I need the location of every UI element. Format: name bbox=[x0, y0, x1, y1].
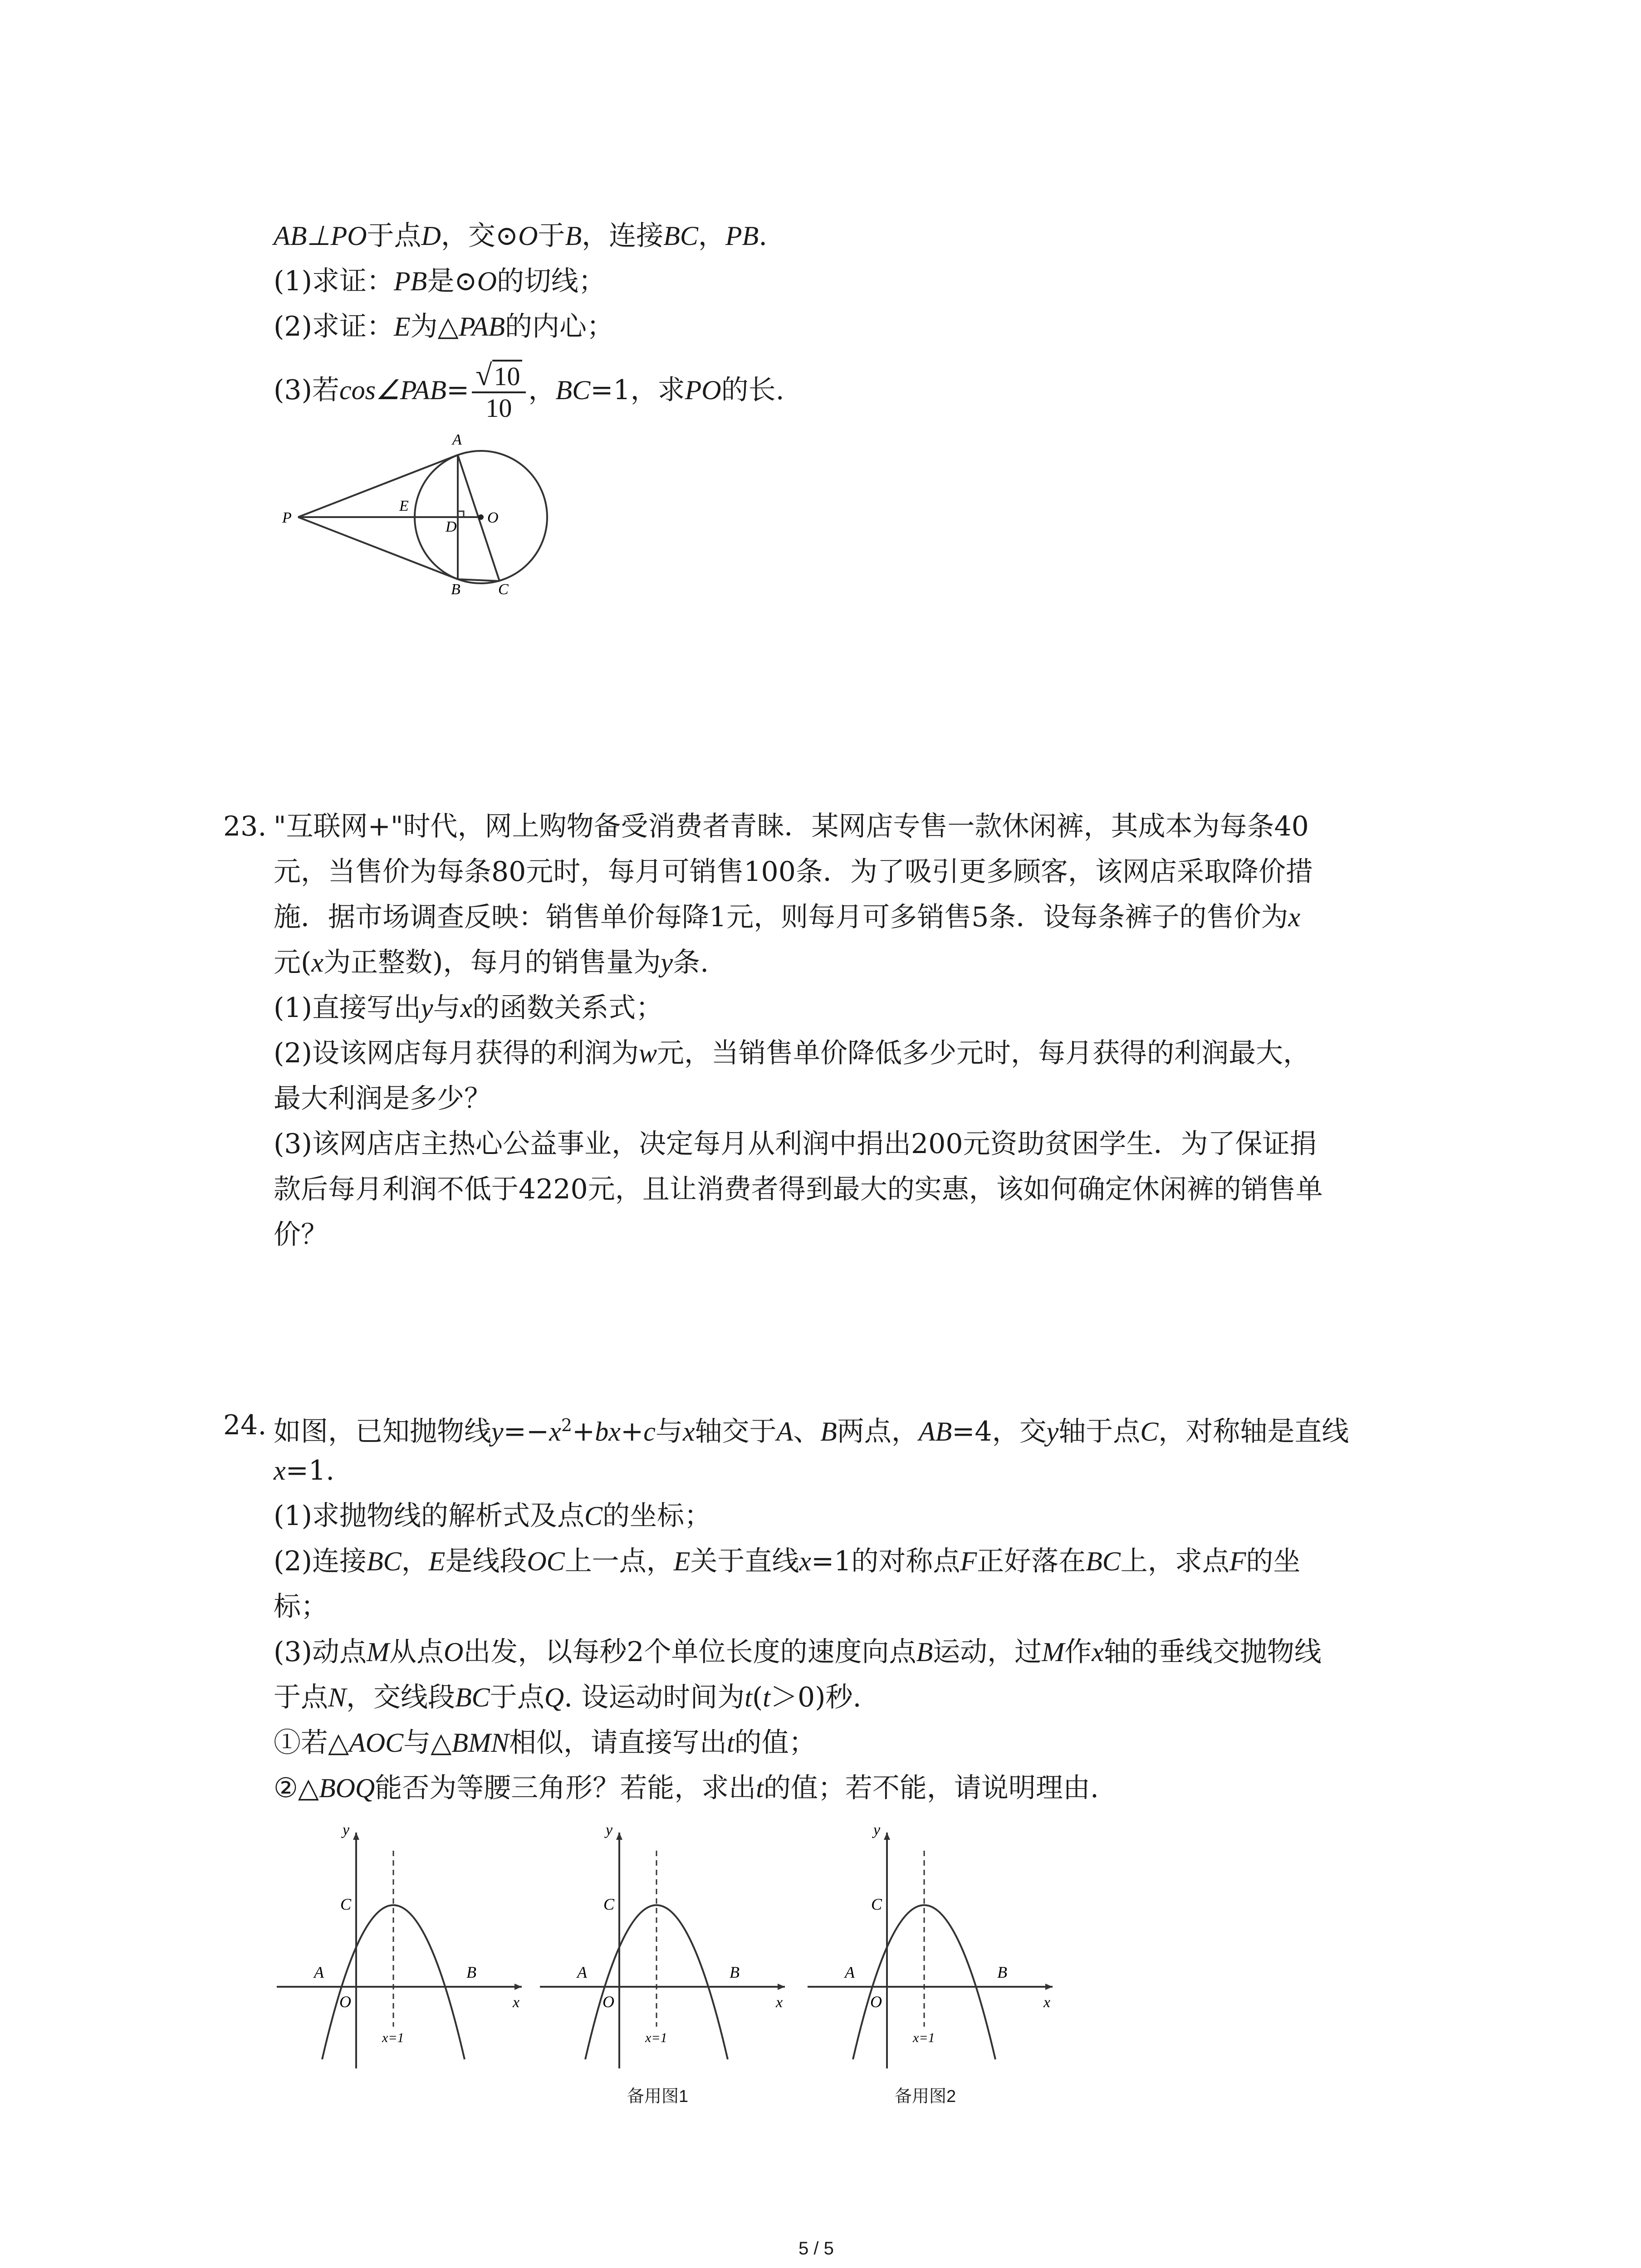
x-arrow-icon bbox=[514, 1984, 522, 1990]
sqrt10-over-10-fraction bbox=[472, 361, 525, 423]
math-text: y bbox=[421, 993, 433, 1023]
label-b: B bbox=[730, 1963, 740, 1981]
label-axis-x1: x=1 bbox=[382, 2030, 404, 2045]
text: ， bbox=[401, 1545, 429, 1577]
math-text: t bbox=[726, 1728, 735, 1758]
text: . bbox=[759, 220, 768, 252]
q24-line1 bbox=[274, 1407, 1349, 1450]
label-d: D bbox=[446, 518, 457, 535]
math-text: AB bbox=[918, 1417, 952, 1447]
text: (2)设该网店每月获得的利润为 bbox=[274, 1037, 639, 1069]
q23-part1 bbox=[274, 990, 663, 1026]
text: 的内心； bbox=[505, 311, 614, 342]
math-text: O bbox=[443, 1637, 464, 1667]
text: 条. bbox=[673, 947, 709, 978]
text: =1. bbox=[285, 1455, 335, 1486]
text: 是⊙ bbox=[427, 265, 477, 297]
label-y: y bbox=[873, 1823, 881, 1838]
segment-pb bbox=[298, 517, 458, 579]
q24-part3 bbox=[274, 1634, 1322, 1670]
text: 从点 bbox=[389, 1636, 444, 1668]
label-axis-x1: x=1 bbox=[913, 2030, 935, 2045]
math-text: x bbox=[799, 1546, 811, 1576]
q23-line2: 元，当售价为每条80元时，每月可销售100条．为了吸引更多顾客，该网店采取降价措 bbox=[274, 856, 1313, 888]
math-text: x bbox=[274, 1456, 286, 1486]
fraction-denominator: 10 bbox=[485, 393, 512, 423]
text: 轴的垂线交抛物线 bbox=[1103, 1636, 1322, 1668]
label-b: B bbox=[997, 1963, 1007, 1981]
text: 与 bbox=[655, 1416, 683, 1447]
text: 于 bbox=[538, 220, 565, 252]
text: + bbox=[620, 1416, 644, 1447]
math-text: M bbox=[367, 1637, 389, 1667]
figure-caption-backup-2: 备用图2 bbox=[895, 2087, 956, 2106]
math-text: x bbox=[460, 993, 473, 1023]
label-a: A bbox=[845, 1963, 855, 1981]
label-y: y bbox=[606, 1823, 613, 1838]
page-number: 5 / 5 bbox=[798, 2239, 834, 2258]
text: 相似，请直接写出 bbox=[509, 1727, 727, 1759]
math-text: y bbox=[491, 1417, 504, 1447]
label-o: O bbox=[487, 509, 499, 526]
math-text: BC bbox=[555, 375, 591, 405]
text: 是线段 bbox=[445, 1545, 527, 1577]
text: ，对称轴是直线 bbox=[1158, 1416, 1349, 1447]
math-text: c bbox=[643, 1417, 656, 1447]
text: 与 bbox=[433, 992, 460, 1024]
label-x: x bbox=[1043, 1994, 1051, 2011]
q24-sub1 bbox=[274, 1725, 816, 1761]
center-dot bbox=[478, 514, 484, 520]
math-text: y bbox=[1046, 1417, 1059, 1447]
text: =1，求 bbox=[590, 374, 685, 406]
text: (3)若 bbox=[274, 374, 339, 406]
text: =4，交 bbox=[952, 1416, 1047, 1447]
math-text: AB⊥PO bbox=[274, 221, 367, 251]
math-text: BC bbox=[367, 1546, 402, 1576]
q23-line3 bbox=[274, 899, 1300, 935]
math-text: N bbox=[328, 1682, 347, 1712]
math-text: PB bbox=[725, 221, 759, 251]
q23-part2 bbox=[274, 1035, 1310, 1071]
text: 、 bbox=[793, 1416, 821, 1447]
text: 元( bbox=[274, 947, 312, 978]
text: 的值；若不能，请说明理由. bbox=[763, 1772, 1099, 1804]
sqrt-icon: √ bbox=[475, 359, 492, 392]
text: 上，求点 bbox=[1120, 1545, 1230, 1577]
math-text: D bbox=[421, 221, 441, 251]
text: ＞0)秒. bbox=[770, 1681, 862, 1713]
parabola-figure-backup-2 bbox=[808, 1823, 1062, 2077]
math-text: E bbox=[673, 1546, 691, 1576]
math-text: F bbox=[960, 1546, 977, 1576]
math-text: t bbox=[763, 1682, 770, 1712]
text: 的切线； bbox=[496, 265, 606, 297]
math-text: t bbox=[745, 1682, 752, 1712]
label-a: A bbox=[452, 431, 462, 448]
math-text: BC bbox=[1086, 1546, 1121, 1576]
text: 的长. bbox=[721, 374, 784, 406]
math-text: x bbox=[549, 1417, 561, 1447]
text: + bbox=[572, 1416, 595, 1447]
math-text: bx bbox=[595, 1417, 621, 1447]
label-c: C bbox=[498, 581, 509, 598]
x-arrow-icon bbox=[1045, 1984, 1053, 1990]
q24-part3-line2 bbox=[274, 1679, 862, 1716]
exponent: 2 bbox=[561, 1415, 573, 1435]
q23-part3-line1: (3)该网店店主热心公益事业，决定每月从利润中捐出200元资助贫困学生．为了保证捐 bbox=[274, 1128, 1317, 1160]
text: ( bbox=[752, 1681, 763, 1713]
label-axis-x1: x=1 bbox=[645, 2030, 667, 2045]
text: (3)动点 bbox=[274, 1636, 367, 1668]
math-text: C bbox=[1140, 1417, 1159, 1447]
text: 的坐标； bbox=[603, 1500, 712, 1532]
q23-part2-line2: 最大利润是多少？ bbox=[274, 1083, 491, 1114]
label-c: C bbox=[871, 1895, 882, 1913]
math-text: PO bbox=[685, 375, 721, 405]
q23-part3-line3: 价？ bbox=[274, 1219, 328, 1251]
text: 施．据市场调查反映：销售单价每降1元，则每月可多销售5条．设每条裤子的售价为 bbox=[274, 901, 1288, 933]
parabola-figure-main bbox=[277, 1823, 531, 2077]
math-text: BC bbox=[455, 1682, 490, 1712]
math-text: O bbox=[518, 221, 538, 251]
math-text: O bbox=[477, 266, 497, 296]
text: (1)求抛物线的解析式及点 bbox=[274, 1500, 584, 1532]
text: = bbox=[446, 374, 470, 406]
math-text: C bbox=[584, 1501, 603, 1531]
math-text: F bbox=[1229, 1546, 1246, 1576]
text: 的值； bbox=[734, 1727, 816, 1759]
text: 元，当销售单价降低多少元时，每月获得的利润最大， bbox=[657, 1037, 1311, 1069]
q22-intro-line bbox=[274, 218, 767, 254]
math-text: cos∠PAB bbox=[339, 375, 446, 405]
math-text: A bbox=[776, 1417, 794, 1447]
math-text: BMN bbox=[451, 1728, 509, 1758]
text: 轴于点 bbox=[1058, 1416, 1141, 1447]
figure-caption-backup-1: 备用图1 bbox=[627, 2087, 689, 2106]
math-text: x bbox=[1288, 902, 1300, 932]
text: 轴交于 bbox=[695, 1416, 777, 1447]
text: 上一点， bbox=[564, 1545, 674, 1577]
text: 作 bbox=[1064, 1636, 1092, 1668]
math-text: BC bbox=[663, 221, 698, 251]
q24-part2 bbox=[274, 1543, 1300, 1579]
label-c: C bbox=[340, 1895, 352, 1913]
q24-part2-line2: 标； bbox=[274, 1591, 328, 1623]
text: ， bbox=[698, 220, 725, 252]
text: (2)求证： bbox=[274, 311, 394, 342]
math-text: x bbox=[682, 1417, 695, 1447]
text: =1的对称点 bbox=[811, 1545, 960, 1577]
label-o: O bbox=[339, 1993, 351, 2011]
label-e: E bbox=[399, 498, 409, 514]
label-x: x bbox=[513, 1994, 520, 2011]
math-text: x bbox=[1092, 1637, 1104, 1667]
label-c: C bbox=[603, 1895, 615, 1913]
q24-line2 bbox=[274, 1452, 334, 1489]
y-arrow-icon bbox=[884, 1833, 890, 1840]
text: ，交⊙ bbox=[441, 220, 519, 252]
math-text: PB bbox=[394, 266, 427, 296]
math-text: y bbox=[661, 948, 673, 978]
q24-number: 24. bbox=[223, 1409, 267, 1441]
math-text: AOC bbox=[349, 1728, 404, 1758]
q23-line4 bbox=[274, 944, 709, 981]
label-x: x bbox=[776, 1994, 783, 2011]
y-arrow-icon bbox=[353, 1833, 359, 1840]
label-b: B bbox=[451, 581, 460, 598]
text: 出发，以每秒2个单位长度的速度向点 bbox=[463, 1636, 916, 1668]
q22-part1 bbox=[274, 263, 606, 299]
text: 两点， bbox=[837, 1416, 919, 1447]
math-text: M bbox=[1042, 1637, 1065, 1667]
math-text: E bbox=[394, 312, 411, 342]
q23-number: 23. bbox=[223, 811, 267, 842]
text: 正好落在 bbox=[977, 1545, 1086, 1577]
math-text: E bbox=[428, 1546, 446, 1576]
text: ②△ bbox=[274, 1772, 319, 1804]
parabola-figure-backup-1 bbox=[540, 1823, 794, 2077]
q22-part3 bbox=[274, 358, 784, 423]
text: 为△ bbox=[410, 311, 459, 342]
math-text: BOQ bbox=[318, 1773, 375, 1803]
text: (2)连接 bbox=[274, 1545, 367, 1577]
math-text: Q bbox=[544, 1682, 564, 1712]
text: 如图，已知抛物线 bbox=[274, 1416, 491, 1447]
math-text: PAB bbox=[458, 312, 505, 342]
q22-part2 bbox=[274, 308, 614, 345]
q24-part1 bbox=[274, 1498, 711, 1534]
text: 运动，过 bbox=[933, 1636, 1042, 1668]
text: 的函数关系式； bbox=[472, 992, 663, 1024]
math-text: B bbox=[916, 1637, 933, 1667]
math-text: B bbox=[820, 1417, 837, 1447]
text: 的坐 bbox=[1246, 1545, 1301, 1577]
text: 关于直线 bbox=[690, 1545, 799, 1577]
q23-part3-line2: 款后每月利润不低于4220元，且让消费者得到最大的实惠，该如何确定休闲裤的销售单 bbox=[274, 1173, 1323, 1205]
math-text: B bbox=[565, 221, 582, 251]
text: =− bbox=[503, 1416, 549, 1447]
text: ①若△ bbox=[274, 1727, 349, 1759]
label-o: O bbox=[870, 1993, 882, 2011]
label-y: y bbox=[343, 1823, 350, 1838]
text: (1)直接写出 bbox=[274, 992, 421, 1024]
segment-pa bbox=[298, 455, 458, 517]
fraction-numerator: 10 bbox=[492, 360, 522, 391]
q23-line1: "互联网+"时代，网上购物备受消费者青睐．某网店专售一款休闲裤，其成本为每条40 bbox=[274, 811, 1309, 842]
text: ， bbox=[528, 374, 556, 406]
label-o: O bbox=[603, 1993, 614, 2011]
math-text: x bbox=[311, 948, 324, 978]
q24-sub2 bbox=[274, 1770, 1099, 1806]
text: . 设运动时间为 bbox=[564, 1681, 745, 1713]
math-text: t bbox=[756, 1773, 764, 1803]
text: 与△ bbox=[403, 1727, 452, 1759]
text: 于点 bbox=[367, 220, 421, 252]
text: (1)求证： bbox=[274, 265, 394, 297]
text: 于点 bbox=[274, 1681, 328, 1713]
label-p: P bbox=[282, 509, 292, 526]
y-arrow-icon bbox=[616, 1833, 622, 1840]
text: ，连接 bbox=[582, 220, 664, 252]
label-b: B bbox=[466, 1963, 476, 1981]
math-text: OC bbox=[527, 1546, 565, 1576]
x-arrow-icon bbox=[778, 1984, 785, 1990]
text: 为正整数)，每月的销售量为 bbox=[323, 947, 661, 978]
text: 于点 bbox=[490, 1681, 544, 1713]
label-a: A bbox=[314, 1963, 324, 1981]
text: ，交线段 bbox=[346, 1681, 456, 1713]
label-a: A bbox=[577, 1963, 587, 1981]
math-text: w bbox=[639, 1038, 657, 1068]
circle-tangent-figure bbox=[272, 422, 563, 603]
text: 能否为等腰三角形？若能，求出 bbox=[375, 1772, 756, 1804]
